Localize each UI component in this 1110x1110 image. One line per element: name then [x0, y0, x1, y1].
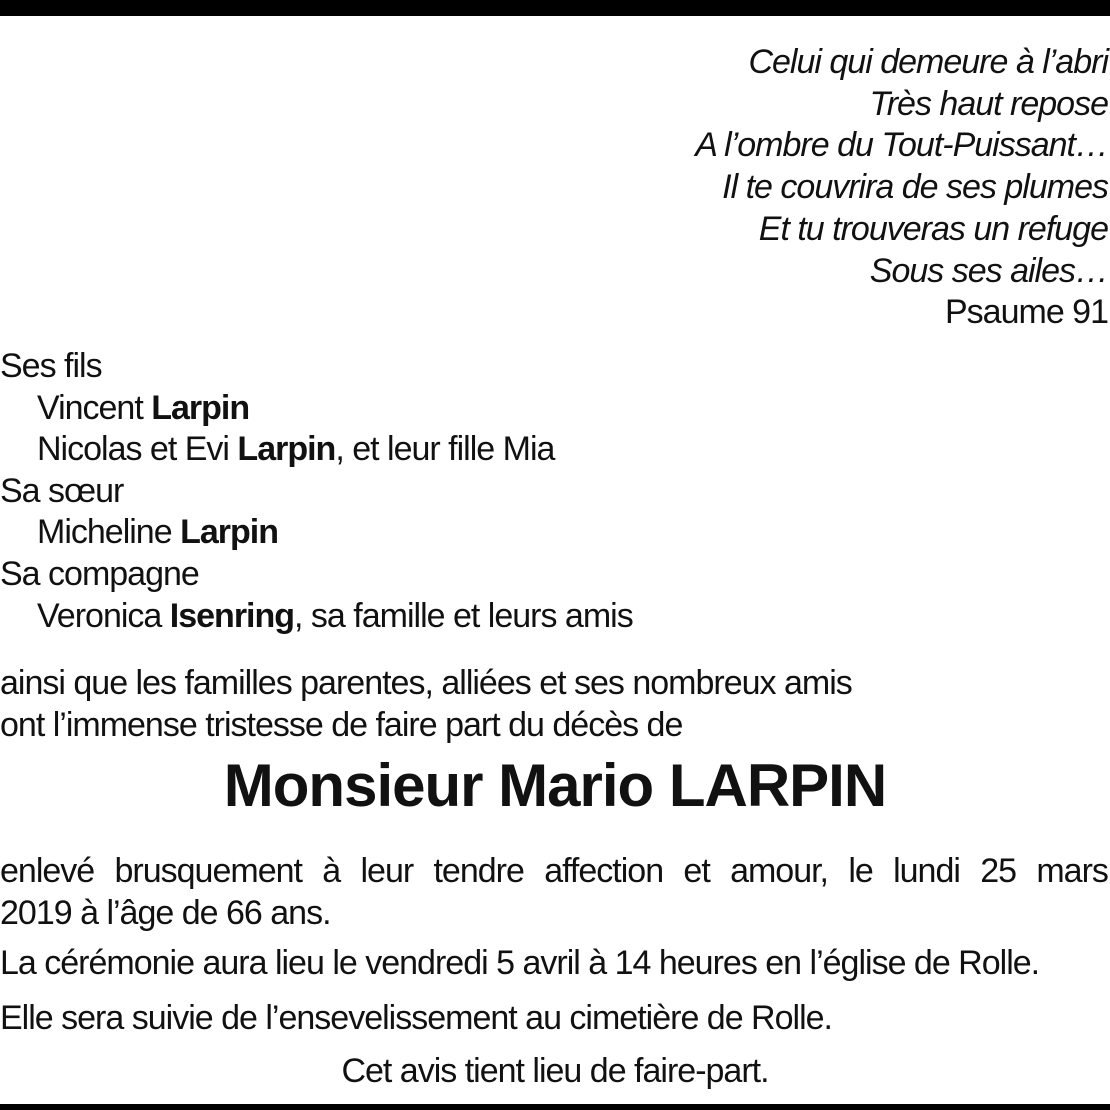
- member-suffix: , et leur fille Mia: [335, 430, 555, 469]
- psalm-quote: [695, 42, 1108, 334]
- first-name: Vincent: [37, 388, 143, 427]
- intro-line: ont l’immense tristesse de faire part du décès de: [0, 706, 683, 744]
- sons-heading: Ses fils: [0, 347, 102, 385]
- word: enlevé: [0, 852, 95, 890]
- psalm-reference: Psaume 91: [945, 293, 1108, 332]
- word: le: [848, 852, 873, 890]
- word: mars: [1036, 852, 1108, 890]
- last-name: Larpin: [180, 513, 278, 552]
- psalm-line: Sous ses ailes…: [869, 251, 1108, 290]
- word: tendre: [433, 852, 524, 890]
- psalm-line: Et tu trouveras un refuge: [758, 209, 1108, 248]
- announcement-intro: [0, 662, 852, 746]
- word: et: [683, 852, 710, 890]
- partner-heading: Sa compagne: [0, 554, 199, 593]
- word: leur: [360, 852, 414, 890]
- first-name: Micheline: [37, 513, 172, 552]
- last-name: Larpin: [237, 430, 336, 469]
- word: brusquement: [114, 852, 302, 890]
- first-name: Nicolas et Evi: [37, 430, 229, 469]
- word: 25: [980, 852, 1017, 890]
- first-name: Veronica: [37, 596, 162, 635]
- word: amour,: [730, 852, 829, 890]
- last-name: Larpin: [151, 388, 250, 427]
- burial-info: Elle sera suivie de l’ensevelissement au cimetière de Rolle.: [0, 999, 832, 1037]
- last-name: Isenring: [169, 596, 295, 635]
- death-details-line: 2019 à l’âge de 66 ans.: [0, 894, 331, 932]
- family-member-veronica: [0, 596, 633, 638]
- word: affection: [544, 852, 664, 890]
- top-border-rule: [0, 0, 1110, 16]
- intro-line: ainsi que les familles parentes, alliées et ses nombreux amis: [0, 664, 852, 702]
- family-list: [0, 346, 633, 637]
- death-details-line: [0, 850, 1108, 892]
- deceased-name: Monsieur Mario LARPIN: [223, 752, 887, 819]
- family-member-micheline: [0, 512, 633, 554]
- psalm-line: A l’ombre du Tout-Puissant…: [695, 126, 1108, 165]
- psalm-line: Très haut repose: [869, 84, 1108, 123]
- justified-line: [0, 850, 1108, 892]
- sister-heading: Sa sœur: [0, 471, 124, 510]
- word: lundi: [893, 852, 960, 890]
- psalm-line: Il te couvrira de ses plumes: [722, 168, 1108, 207]
- ceremony-info: La cérémonie aura lieu le vendredi 5 avril à 14 heures en l’église de Rolle.: [0, 944, 1040, 982]
- obituary-notice: [0, 16, 1110, 1104]
- bottom-border-rule: [0, 1104, 1110, 1110]
- word: à: [322, 852, 341, 890]
- family-member-vincent: [0, 388, 633, 430]
- psalm-line: Celui qui demeure à l’abri: [748, 43, 1108, 81]
- closing-note: Cet avis tient lieu de faire-part.: [341, 1052, 769, 1090]
- member-suffix: , sa famille et leurs amis: [294, 596, 633, 635]
- family-member-nicolas: [0, 429, 633, 471]
